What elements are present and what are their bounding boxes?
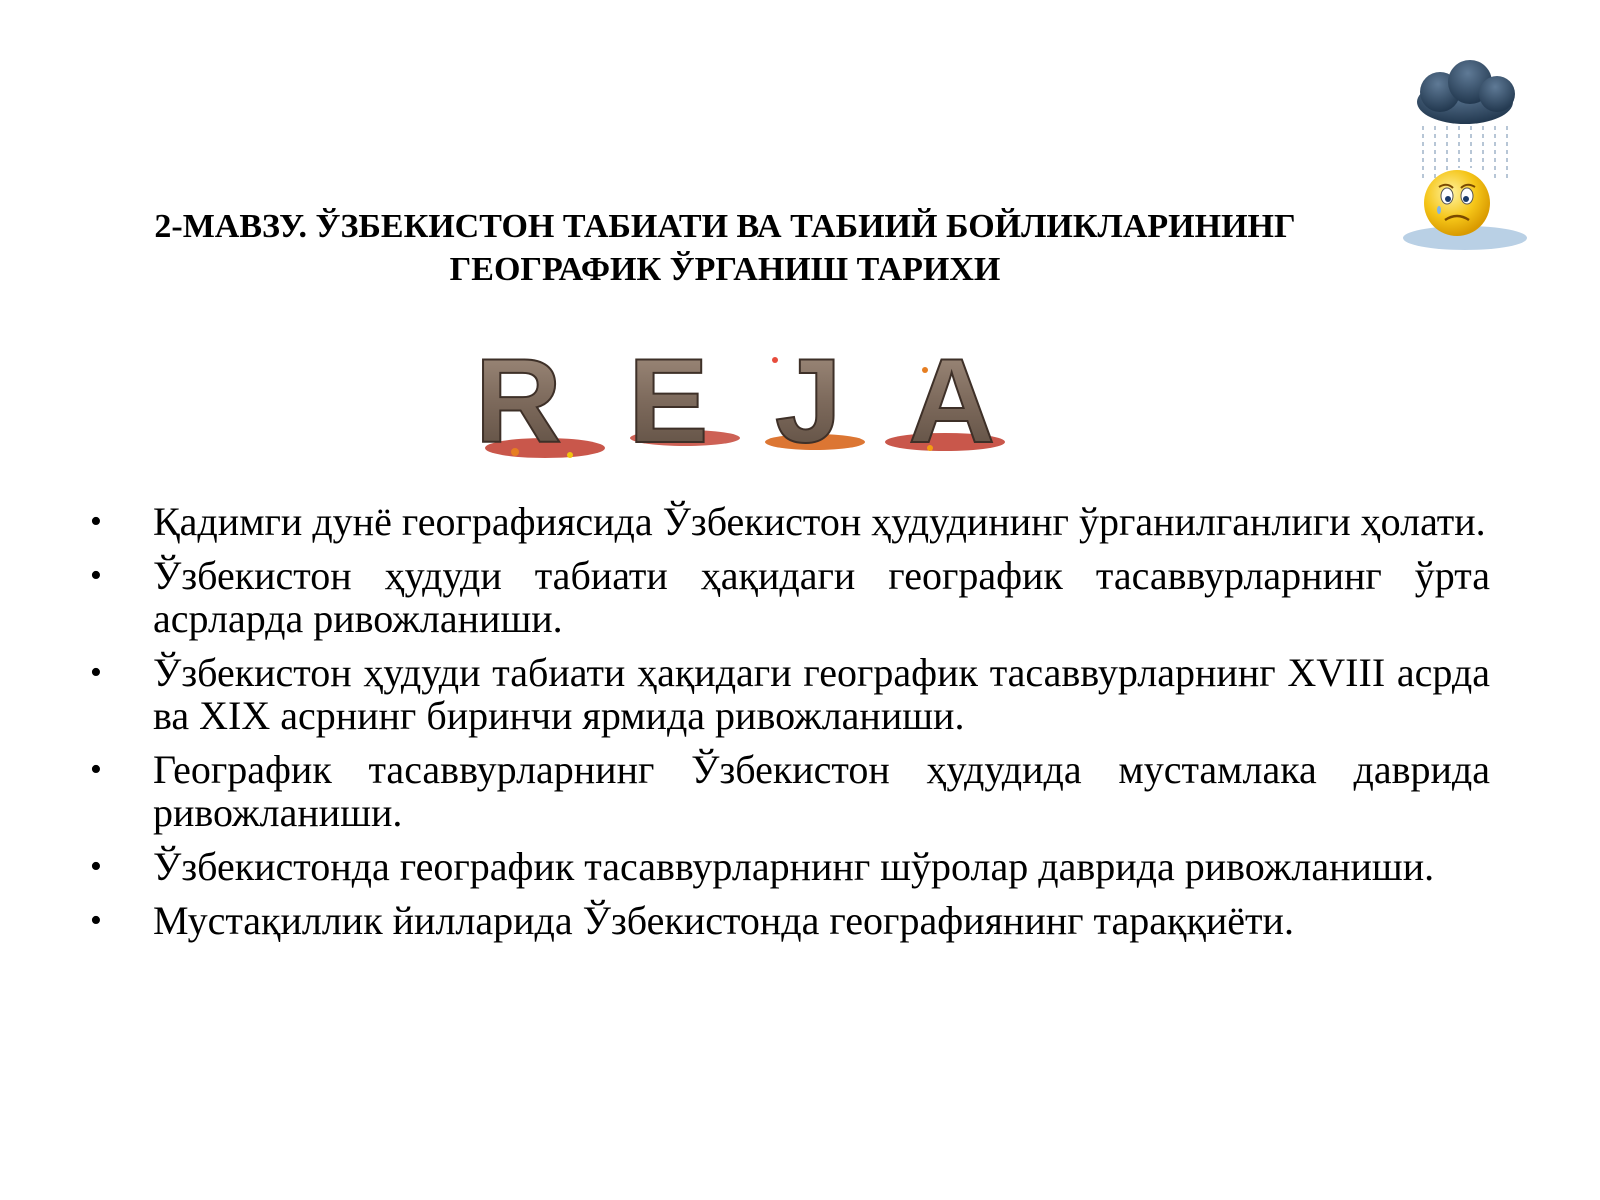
list-item-text: Ўзбекистон ҳудуди табиати ҳақидаги географик тасаввурларнинг ўрта асрларда ривожланиши. xyxy=(153,553,1490,641)
reja-wordart-icon xyxy=(475,330,1020,470)
title-line-2: ГЕОГРАФИК ЎРГАНИШ ТАРИХИ xyxy=(449,251,1001,288)
rain-cloud-sad-face-icon xyxy=(1395,60,1535,260)
list-item-text: Мустақиллик йилларида Ўзбекистонда географиянинг тараққиёти. xyxy=(153,898,1294,943)
bullet-icon: • xyxy=(90,654,102,691)
plan-list xyxy=(80,500,1490,953)
slide-title xyxy=(100,205,1350,291)
list-item xyxy=(80,899,1490,942)
bullet-icon: • xyxy=(90,751,102,788)
title-line-1: 2-МАВЗУ. ЎЗБЕКИСТОН ТАБИАТИ ВА ТАБИИЙ БОЙЛИКЛАРИНИНГ xyxy=(154,208,1296,245)
bullet-icon: • xyxy=(90,557,102,594)
list-item xyxy=(80,651,1490,737)
list-item xyxy=(80,554,1490,640)
list-item-text: Географик тасаввурларнинг Ўзбекистон ҳудудида мустамлака даврида ривожланиши. xyxy=(153,747,1490,835)
list-item xyxy=(80,500,1490,543)
list-item xyxy=(80,845,1490,888)
list-item-text: Ўзбекистон ҳудуди табиати ҳақидаги географик тасаввурларнинг XVIII асрда ва XIX асрнинг биринчи ярмида ривожланиши. xyxy=(153,650,1490,738)
sad-face-icon xyxy=(1424,170,1490,236)
list-item-text: Ўзбекистонда географик тасаввурларнинг шўролар даврида ривожланиши. xyxy=(153,844,1435,889)
bullet-icon: • xyxy=(90,848,102,885)
bullet-icon: • xyxy=(90,503,102,540)
reja-art-text: REJA xyxy=(475,334,995,468)
bullet-icon: • xyxy=(90,902,102,939)
list-item xyxy=(80,748,1490,834)
list-item-text: Қадимги дунё географиясида Ўзбекистон ҳудудининг ўрганилганлиги ҳолати. xyxy=(153,499,1486,544)
cloud-icon xyxy=(1417,60,1515,124)
